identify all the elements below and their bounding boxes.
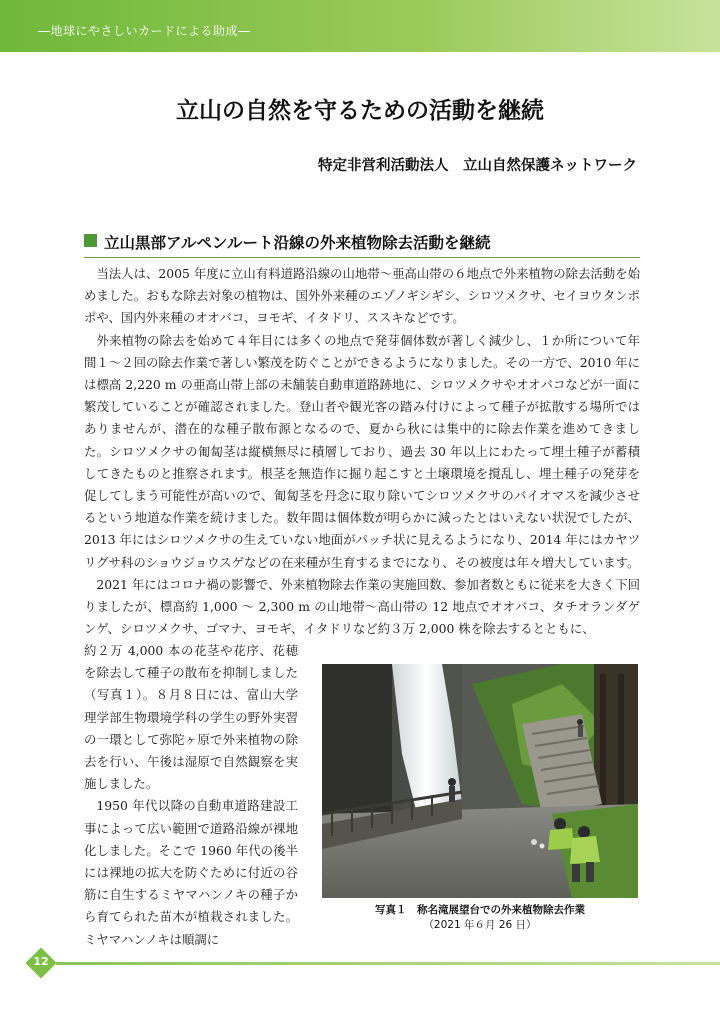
photo-waterfall-weed-removal	[322, 664, 638, 898]
paragraph-3-continued: 約２万 4,000 本の花茎や花序、花穂を除去して種子の散布を抑制しました（写真１）。８月８日には、富山大学理学部生物環境学科の学生の野外実習の一環として弥陀ヶ原で外来植物の除去を行い、午後は湿原で自然観察を実施しました。	[84, 643, 298, 792]
body-text-left-column	[84, 640, 298, 951]
photo-caption-title: 写真１ 称名滝展望台での外来植物除去作業	[375, 904, 585, 916]
photo-caption	[322, 903, 638, 933]
photo-caption-date: （2021 年６月 26 日）	[423, 919, 537, 931]
bullet-square-icon	[84, 234, 97, 247]
page-number: 12	[33, 955, 49, 968]
body-text-full-width	[84, 263, 640, 640]
section-heading	[84, 231, 640, 258]
paragraph-2: 外来植物の除去を始めて４年目には多くの地点で発芽個体数が著しく減少し、１か所について年間１～２回の除去作業で著しい繁茂を防ぐことができるようになりました。その一方で、2010 年には標高 2,220 m の亜高山帯上部の未舗装自動車道路跡地に、シロツメクサやオオバコなどが一面に繁茂していることが確認されました。登山者や観光客の踏み付けによって種子が拡散する場所ではありませんが、潜在的な種子散布源となるので、夏から秋には集中的に除去作業を進めてきました。シロツメクサの匍匐茎は縦横無尽に積層しており、過去 30 年以上にわたって埋土種子が蓄積してきたものと推察されます。根茎を無造作に掘り起こすと土壌環境を撹乱し、埋土種子の発芽を促してしまう可能性が高いので、匍匐茎を丹念に取り除いてシロツメクサのバイオマスを減少させるという地道な作業を続けました。数年間は個体数が明らかに減ったとはいえない状況でしたが、2013 年にはシロツメクサの生えていない地面がパッチ状に見えるようになり、2014 年にはカヤツリグサ科のショウジョウスゲなどの在来種が生育するまでになり、その被度は年々増大しています。	[84, 332, 640, 570]
organization-name: 特定非営利活動法人 立山自然保護ネットワーク	[318, 158, 637, 174]
section-heading-text: 立山黒部アルペンルート沿線の外来植物除去活動を継続	[104, 234, 491, 252]
paragraph-1: 当法人は、2005 年度に立山有料道路沿線の山地帯～亜高山帯の６地点で外来植物の除去活動を始めました。おもな除去対象の植物は、国外外来種のエゾノギシギシ、シロツメクサ、セイヨウタンポポや、国内外来種のオオバコ、ヨモギ、イタドリ、ススキなどです。	[84, 266, 640, 326]
page-title: 立山の自然を守るための活動を継続	[176, 98, 544, 124]
paragraph-4: 1950 年代以降の自動車道路建設工事によって広い範囲で道路沿線が裸地化しました。そこで 1960 年代の後半には裸地の拡大を防ぐために付近の谷筋に自生するミヤマハンノキの種子から育てられた苗木が植栽されました。ミヤマハンノキは順調に	[84, 798, 298, 947]
paragraph-3: 2021 年にはコロナ禍の影響で、外来植物除去作業の実施回数、参加者数ともに従来を大きく下回りましたが、標高約 1,000 ～ 2,300 m の山地帯～高山帯の 12 地点でオオバコ、タチオランダゲンゲ、シロツメクサ、ゴマナ、ヨモギ、イタドリなど約３万 2,000 株を除去するとともに、	[84, 576, 640, 637]
footer-rule	[56, 962, 720, 965]
header-label: ―地球にやさしいカードによる助成―	[38, 24, 251, 38]
